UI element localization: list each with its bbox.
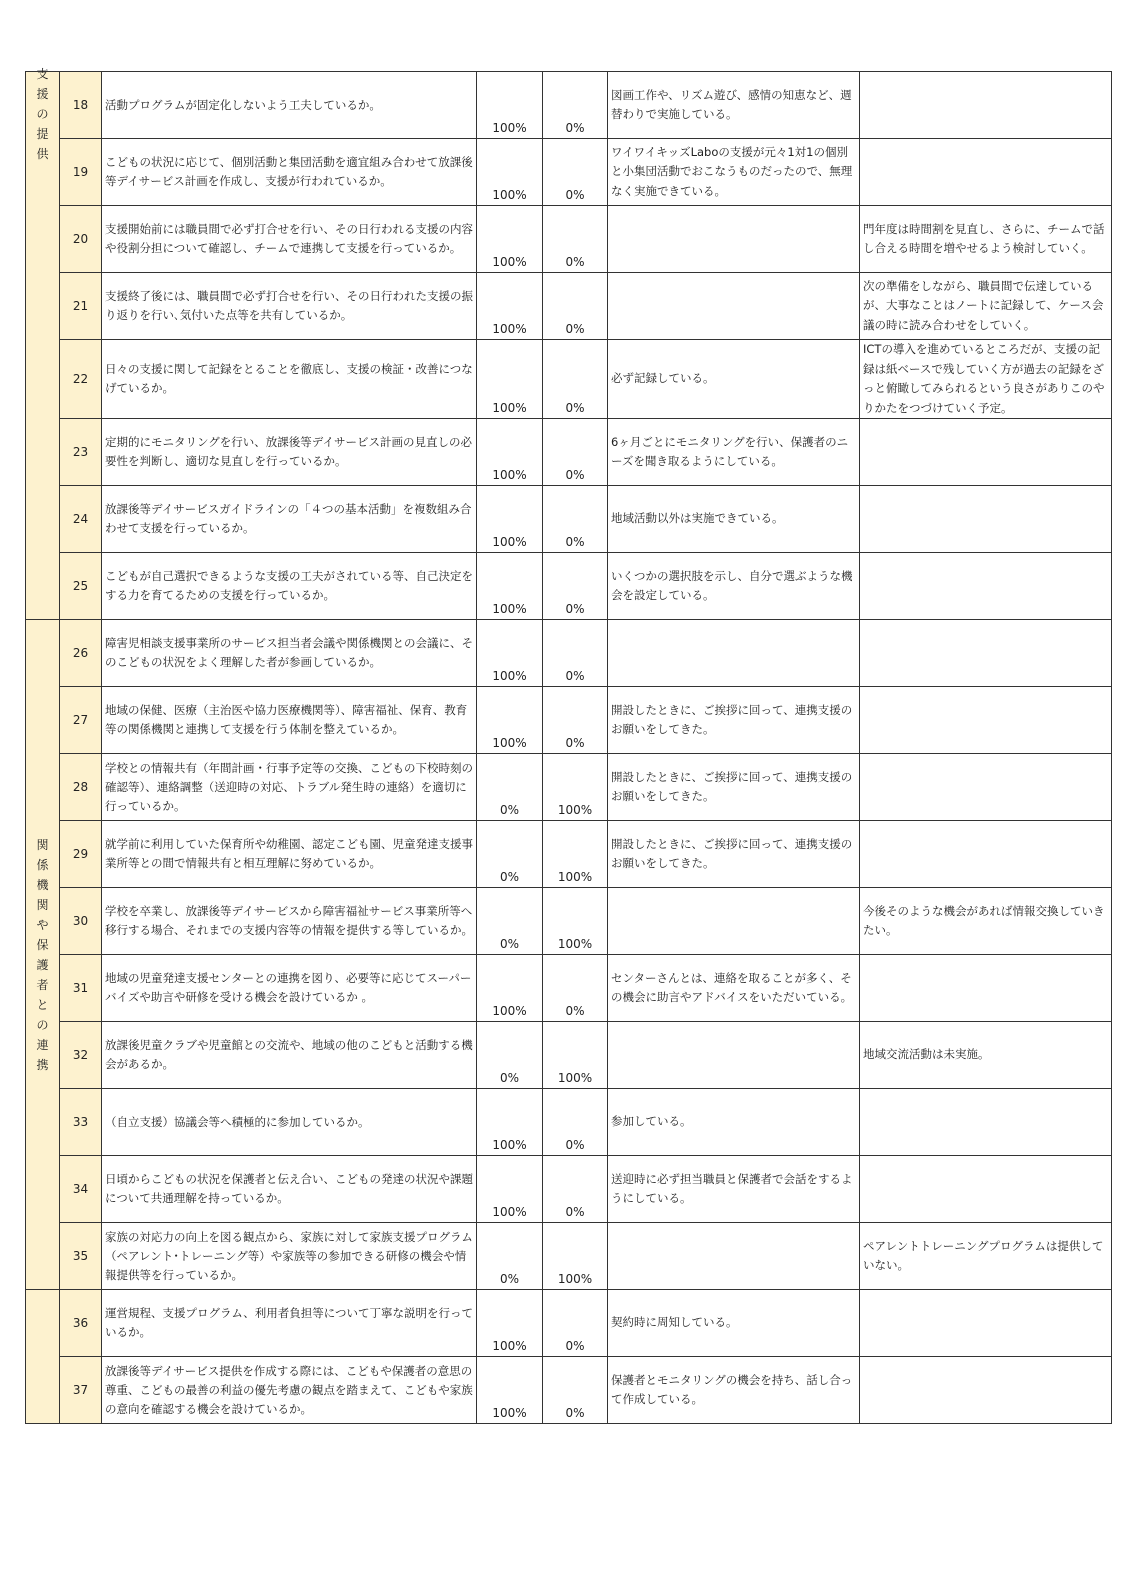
- no-percent: 100%: [543, 888, 608, 955]
- table-row: [26, 139, 1112, 206]
- yes-percent: 100%: [477, 1290, 543, 1357]
- current-status: [608, 620, 860, 687]
- table-row: [26, 340, 1112, 419]
- no-percent: 100%: [543, 1022, 608, 1089]
- no-percent: 0%: [543, 687, 608, 754]
- yes-percent: 0%: [477, 1223, 543, 1290]
- item-number: 29: [60, 821, 102, 888]
- table-row: [26, 1357, 1112, 1424]
- improvement-plan: 今後そのような機会があれば情報交換していきたい。: [860, 888, 1112, 955]
- item-number: 18: [60, 72, 102, 139]
- table-row: [26, 486, 1112, 553]
- no-percent: 100%: [543, 1223, 608, 1290]
- current-status: 開設したときに、ご挨拶に回って、連携支援のお願いをしてきた。: [608, 754, 860, 821]
- improvement-plan: [860, 1089, 1112, 1156]
- yes-percent: 100%: [477, 419, 543, 486]
- item-question: 放課後等デイサービスガイドラインの「４つの基本活動」を複数組み合わせて支援を行っているか。: [102, 486, 477, 553]
- current-status: 地域活動以外は実施できている。: [608, 486, 860, 553]
- item-question: 運営規程、支援プログラム、利用者負担等について丁寧な説明を行っているか。: [102, 1290, 477, 1357]
- item-question: 学校を卒業し、放課後等デイサービスから障害福祉サービス事業所等へ移行する場合、それまでの支援内容等の情報を提供する等しているか。: [102, 888, 477, 955]
- yes-percent: 100%: [477, 139, 543, 206]
- table-row: [26, 821, 1112, 888]
- current-status: [608, 206, 860, 273]
- improvement-plan: [860, 72, 1112, 139]
- no-percent: 0%: [543, 340, 608, 419]
- current-status: 開設したときに、ご挨拶に回って、連携支援のお願いをしてきた。: [608, 821, 860, 888]
- current-status: センターさんとは、連絡を取ることが多く、その機会に助言やアドバイスをいただいている。: [608, 955, 860, 1022]
- item-question: 支援開始前には職員間で必ず打合せを行い、その日行われる支援の内容や役割分担について確認し、チームで連携して支援を行っているか。: [102, 206, 477, 273]
- table-row: [26, 1156, 1112, 1223]
- item-number: 30: [60, 888, 102, 955]
- self-evaluation-table: [25, 67, 1112, 1424]
- current-status: 参加している。: [608, 1089, 860, 1156]
- yes-percent: 100%: [477, 486, 543, 553]
- item-number: 36: [60, 1290, 102, 1357]
- yes-percent: 100%: [477, 620, 543, 687]
- item-question: 放課後児童クラブや児童館との交流や、地域の他のこどもと活動する機会があるか。: [102, 1022, 477, 1089]
- no-percent: 0%: [543, 1089, 608, 1156]
- item-number: 28: [60, 754, 102, 821]
- item-number: 26: [60, 620, 102, 687]
- improvement-plan: [860, 419, 1112, 486]
- item-question: 支援終了後には、職員間で必ず打合せを行い、その日行われた支援の振り返りを行い､気付いた点等を共有しているか。: [102, 273, 477, 340]
- item-question: 障害児相談支援事業所のサービス担当者会議や関係機関との会議に、そのこどもの状況をよく理解した者が参画しているか。: [102, 620, 477, 687]
- yes-percent: 0%: [477, 754, 543, 821]
- item-question: 活動プログラムが固定化しないよう工夫しているか。: [102, 72, 477, 139]
- improvement-plan: 門年度は時間割を見直し、さらに、チームで話し合える時間を増やせるよう検討していく。: [860, 206, 1112, 273]
- section-label: [26, 67, 60, 620]
- yes-percent: 0%: [477, 821, 543, 888]
- no-percent: 0%: [543, 139, 608, 206]
- section-label-text: 支援の提供: [36, 67, 49, 161]
- improvement-plan: ペアレントトレーニングプログラムは提供していない。: [860, 1223, 1112, 1290]
- yes-percent: 100%: [477, 1357, 543, 1424]
- item-number: 23: [60, 419, 102, 486]
- table-row: [26, 955, 1112, 1022]
- improvement-plan: [860, 1290, 1112, 1357]
- table-row: [26, 1290, 1112, 1357]
- item-number: 34: [60, 1156, 102, 1223]
- current-status: 開設したときに、ご挨拶に回って、連携支援のお願いをしてきた。: [608, 687, 860, 754]
- table-row: [26, 553, 1112, 620]
- improvement-plan: [860, 821, 1112, 888]
- table-row: [26, 1022, 1112, 1089]
- current-status: いくつかの選択肢を示し、自分で選ぶような機会を設定している。: [608, 553, 860, 620]
- no-percent: 0%: [543, 1290, 608, 1357]
- table-row: [26, 419, 1112, 486]
- table-row: [26, 1223, 1112, 1290]
- yes-percent: 100%: [477, 553, 543, 620]
- item-number: 32: [60, 1022, 102, 1089]
- no-percent: 100%: [543, 821, 608, 888]
- table-row: [26, 1089, 1112, 1156]
- item-number: 35: [60, 1223, 102, 1290]
- item-number: 20: [60, 206, 102, 273]
- improvement-plan: 次の準備をしながら、職員間で伝達しているが、大事なことはノートに記録して、ケース会議の時に読み合わせをしていく。: [860, 273, 1112, 340]
- improvement-plan: [860, 687, 1112, 754]
- improvement-plan: [860, 139, 1112, 206]
- no-percent: 0%: [543, 72, 608, 139]
- improvement-plan: 地域交流活動は未実施。: [860, 1022, 1112, 1089]
- item-number: 21: [60, 273, 102, 340]
- section-label: [26, 1290, 60, 1424]
- item-question: 定期的にモニタリングを行い、放課後等デイサービス計画の見直しの必要性を判断し、適切な見直しを行っているか。: [102, 419, 477, 486]
- section-label-text: 関係機関や保護者との連携: [36, 837, 49, 1072]
- yes-percent: 100%: [477, 687, 543, 754]
- current-status: 6ヶ月ごとにモニタリングを行い、保護者のニーズを聞き取るようにしている。: [608, 419, 860, 486]
- current-status: 送迎時に必ず担当職員と保護者で会話をするようにしている。: [608, 1156, 860, 1223]
- yes-percent: 100%: [477, 955, 543, 1022]
- item-number: 27: [60, 687, 102, 754]
- current-status: 保護者とモニタリングの機会を持ち、話し合って作成している。: [608, 1357, 860, 1424]
- yes-percent: 100%: [477, 72, 543, 139]
- improvement-plan: [860, 1357, 1112, 1424]
- item-question: こどもの状況に応じて、個別活動と集団活動を適宜組み合わせて放課後等デイサービス計画を作成し、支援が行われているか。: [102, 139, 477, 206]
- item-question: 日頃からこどもの状況を保護者と伝え合い、こどもの発達の状況や課題について共通理解を持っているか。: [102, 1156, 477, 1223]
- item-question: 放課後等デイサービス提供を作成する際には、こどもや保護者の意思の尊重、こどもの最善の利益の優先考慮の観点を踏まえて、こどもや家族の意向を確認する機会を設けているか。: [102, 1357, 477, 1424]
- no-percent: 0%: [543, 955, 608, 1022]
- item-question: 日々の支援に関して記録をとることを徹底し、支援の検証・改善につなげているか。: [102, 340, 477, 419]
- improvement-plan: ICTの導入を進めているところだが、支援の記録は紙ベースで残していく方が過去の記録をざっと俯瞰してみられるという良さがありこのやりかたをつづけていく予定。: [860, 340, 1112, 419]
- current-status: [608, 273, 860, 340]
- improvement-plan: [860, 620, 1112, 687]
- current-status: [608, 1022, 860, 1089]
- current-status: 図画工作や、リズム遊び、感情の知恵など、週替わりで実施している。: [608, 72, 860, 139]
- no-percent: 0%: [543, 553, 608, 620]
- table-row: [26, 206, 1112, 273]
- no-percent: 0%: [543, 273, 608, 340]
- improvement-plan: [860, 1156, 1112, 1223]
- section-label: [26, 620, 60, 1290]
- item-question: 家族の対応力の向上を図る観点から、家族に対して家族支援プログラム（ペアレント･トレーニング等）や家族等の参加できる研修の機会や情報提供等を行っているか。: [102, 1223, 477, 1290]
- current-status: 契約時に周知している。: [608, 1290, 860, 1357]
- no-percent: 0%: [543, 486, 608, 553]
- yes-percent: 100%: [477, 340, 543, 419]
- yes-percent: 100%: [477, 1156, 543, 1223]
- yes-percent: 0%: [477, 1022, 543, 1089]
- item-number: 25: [60, 553, 102, 620]
- improvement-plan: [860, 754, 1112, 821]
- no-percent: 0%: [543, 1156, 608, 1223]
- current-status: ワイワイキッズLaboの支援が元々1対1の個別と小集団活動でおこなうものだったので、無理なく実施できている。: [608, 139, 860, 206]
- yes-percent: 0%: [477, 888, 543, 955]
- item-number: 22: [60, 340, 102, 419]
- item-number: 33: [60, 1089, 102, 1156]
- no-percent: 0%: [543, 206, 608, 273]
- item-question: こどもが自己選択できるような支援の工夫がされている等、自己決定をする力を育てるための支援を行っているか。: [102, 553, 477, 620]
- improvement-plan: [860, 486, 1112, 553]
- table-row: [26, 888, 1112, 955]
- yes-percent: 100%: [477, 273, 543, 340]
- current-status: [608, 1223, 860, 1290]
- item-question: 地域の保健、医療（主治医や協力医療機関等）、障害福祉、保育、教育等の関係機関と連携して支援を行う体制を整えているか。: [102, 687, 477, 754]
- no-percent: 0%: [543, 1357, 608, 1424]
- item-question: 就学前に利用していた保育所や幼稚園、認定こども園、児童発達支援事業所等との間で情報共有と相互理解に努めているか。: [102, 821, 477, 888]
- table-row: [26, 620, 1112, 687]
- yes-percent: 100%: [477, 206, 543, 273]
- item-question: 学校との情報共有（年間計画・行事予定等の交換、こどもの下校時刻の確認等）、連絡調整（送迎時の対応、トラブル発生時の連絡）を適切に行っているか。: [102, 754, 477, 821]
- item-number: 24: [60, 486, 102, 553]
- item-number: 37: [60, 1357, 102, 1424]
- table-row: [26, 687, 1112, 754]
- no-percent: 0%: [543, 620, 608, 687]
- item-question: 地域の児童発達支援センターとの連携を図り、必要等に応じてスーパーバイズや助言や研修を受ける機会を設けているか 。: [102, 955, 477, 1022]
- table-row: [26, 273, 1112, 340]
- improvement-plan: [860, 955, 1112, 1022]
- item-question: （自立支援）協議会等へ積極的に参加しているか。: [102, 1089, 477, 1156]
- current-status: 必ず記録している。: [608, 340, 860, 419]
- no-percent: 100%: [543, 754, 608, 821]
- table-row: [26, 72, 1112, 139]
- item-number: 19: [60, 139, 102, 206]
- current-status: [608, 888, 860, 955]
- table-row: [26, 754, 1112, 821]
- improvement-plan: [860, 553, 1112, 620]
- item-number: 31: [60, 955, 102, 1022]
- no-percent: 0%: [543, 419, 608, 486]
- yes-percent: 100%: [477, 1089, 543, 1156]
